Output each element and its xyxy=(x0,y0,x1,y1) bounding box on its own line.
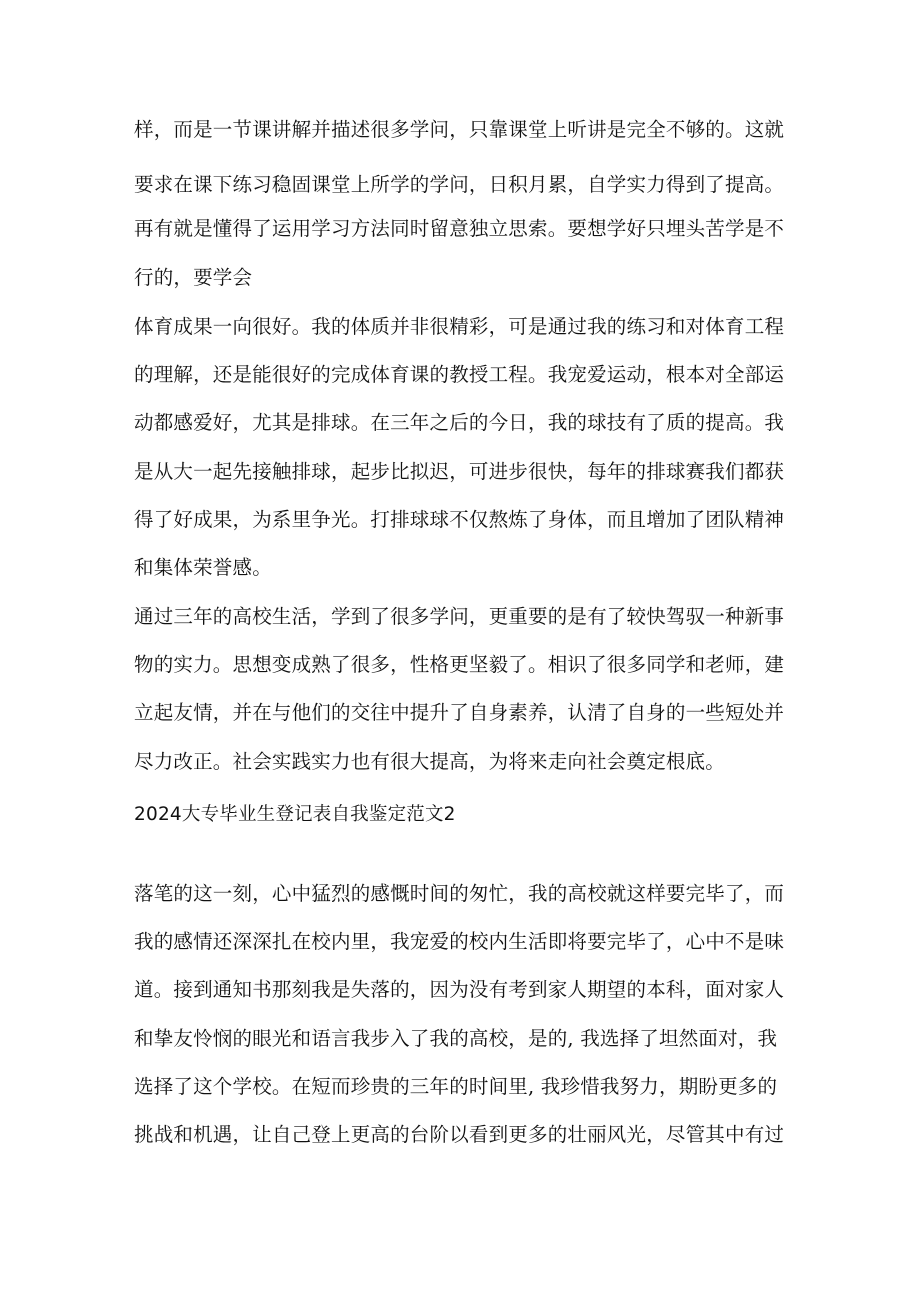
text-line: 物的实力。思想变成熟了很多，性格更坚毅了。相识了很多同学和老师，建 xyxy=(134,653,785,676)
text-line: 落笔的这一刻，心中猛烈的感慨时间的匆忙，我的高校就这样要完毕了，而 xyxy=(134,882,785,905)
text-line: 样，而是一节课讲解并描述很多学问，只靠课堂上听讲是完全不够的。这就 xyxy=(134,118,785,141)
text-line: 和挚友怜悯的眼光和语言我步入了我的高校，是的, 我选择了坦然面对，我 xyxy=(134,1027,778,1050)
text-line: 得了好成果，为系里争光。打排球球不仅熬炼了身体，而且增加了团队精神 xyxy=(134,508,785,531)
text-line: 我的感情还深深扎在校内里，我宠爱的校内生活即将要完毕了，心中不是味 xyxy=(134,930,785,953)
section-heading: 2024大专毕业生登记表自我鉴定范文2 xyxy=(134,804,456,825)
text-line: 尽力改正。社会实践实力也有很大提高，为将来走向社会奠定根底。 xyxy=(134,750,726,773)
text-line: 和集体荣誉感。 xyxy=(134,556,272,579)
text-line: 挑战和机遇，让自己登上更高的台阶以看到更多的壮丽风光，尽管其中有过 xyxy=(134,1123,785,1146)
text-line: 要求在课下练习稳固课堂上所学的学问，日积月累，自学实力得到了提高。 xyxy=(134,173,785,196)
text-line: 体育成果一向很好。我的体质并非很精彩，可是通过我的练习和对体育工程 xyxy=(134,315,785,338)
text-line: 通过三年的高校生活，学到了很多学问，更重要的是有了较快驾驭一种新事 xyxy=(134,605,785,628)
text-line: 动都感爱好，尤其是排球。在三年之后的今日，我的球技有了质的提高。我 xyxy=(134,411,785,434)
text-line: 行的，要学会 xyxy=(134,266,253,289)
text-line: 再有就是懂得了运用学习方法同时留意独立思索。要想学好只埋头苦学是不 xyxy=(134,217,785,240)
text-line: 立起友情，并在与他们的交往中提升了自身素养，认清了自身的一些短处并 xyxy=(134,701,785,724)
text-line: 道。接到通知书那刻我是失落的，因为没有考到家人期望的本科，面对家人 xyxy=(134,978,785,1001)
text-line: 的理解，还是能很好的完成体育课的教授工程。我宠爱运动，根本对全部运 xyxy=(134,363,785,386)
text-line: 是从大一起先接触排球，起步比拟迟，可进步很快，每年的排球赛我们都获 xyxy=(134,460,785,483)
text-line: 选择了这个学校。在短而珍贵的三年的时间里, 我珍惜我努力，期盼更多的 xyxy=(134,1075,778,1098)
